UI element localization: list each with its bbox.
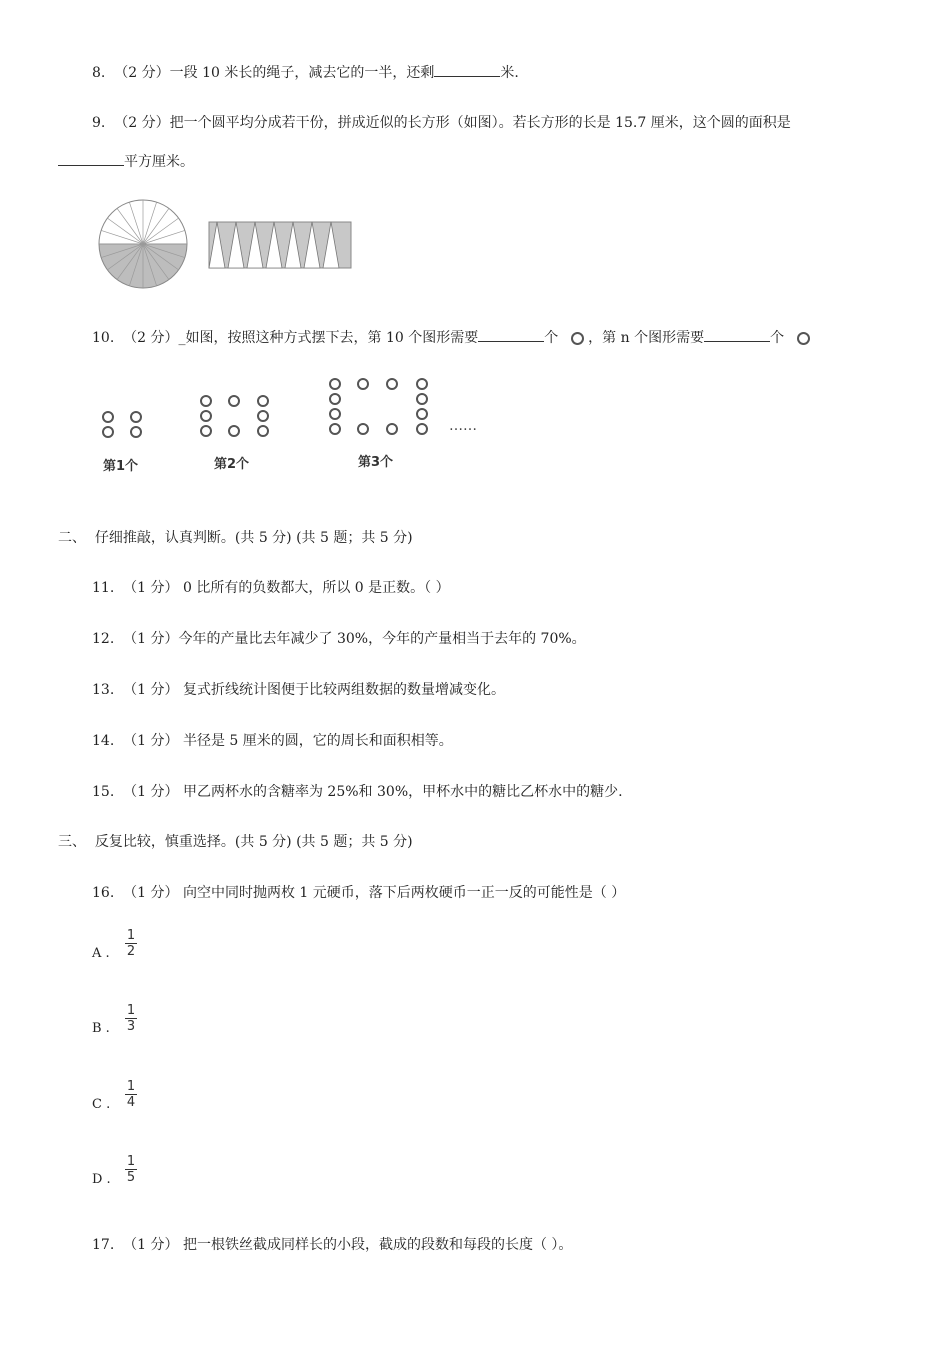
ring-icon <box>571 332 584 345</box>
question-8 <box>92 62 519 83</box>
question-score: （2 分） <box>114 115 170 131</box>
option-c[interactable] <box>92 1095 110 1115</box>
question-text: 把一个圆平均分成若干份，拼成近似的长方形（如图）。若长方形的长是 15.7 厘米，这个圆的面积是 <box>169 115 791 131</box>
answer-blank[interactable] <box>434 62 500 77</box>
section-title: 仔细推敲，认真判断。(共 5 分) (共 5 题；共 5 分) <box>94 530 413 546</box>
question-number: 14. <box>92 733 115 749</box>
numerator: 1 <box>126 1003 136 1018</box>
question-score: （1 分） <box>123 682 179 698</box>
question-number: 12. <box>92 631 115 647</box>
section-number: 三、 <box>58 834 86 850</box>
fraction-c <box>124 1080 138 1109</box>
section-2-heading <box>58 528 413 548</box>
question-number: 16. <box>92 885 115 901</box>
answer-blank-1[interactable] <box>478 327 544 342</box>
question-number: 15. <box>92 784 115 800</box>
question-number: 17. <box>92 1237 115 1253</box>
question-score: （1 分） <box>123 733 179 749</box>
numerator: 1 <box>126 1154 136 1169</box>
divided-circle <box>99 200 187 288</box>
numerator: 1 <box>126 1079 136 1094</box>
caption-2: 第2个 <box>214 457 250 472</box>
denominator: 4 <box>126 1095 136 1110</box>
option-label: B . <box>92 1021 110 1036</box>
pattern-2 <box>201 396 268 436</box>
question-score: （1 分） <box>123 1237 179 1253</box>
approximate-rectangle <box>209 222 351 268</box>
question-number: 13. <box>92 682 115 698</box>
pattern-1 <box>103 412 141 437</box>
question-score: （1 分） <box>123 631 179 647</box>
question-text: _如图，按照这种方式摆下去，第 10 个图形需要 <box>178 330 479 346</box>
question-9-continued <box>58 151 194 172</box>
ring-icon <box>797 332 810 345</box>
unit-text: 个 <box>544 330 559 346</box>
caption-1: 第1个 <box>103 459 139 474</box>
question-17 <box>92 1235 572 1255</box>
question-16 <box>92 883 625 903</box>
question-text-end: 平方厘米。 <box>124 154 194 170</box>
question-text: 复式折线统计图便于比较两组数据的数量增减变化。 <box>182 682 505 698</box>
denominator: 2 <box>126 944 136 959</box>
fraction-b <box>124 1004 138 1033</box>
question-score: （1 分） <box>123 580 179 596</box>
option-b[interactable] <box>92 1019 110 1039</box>
denominator: 5 <box>126 1170 136 1185</box>
question-text: 0 比所有的负数都大，所以 0 是正数。（ ） <box>182 580 450 596</box>
question-11 <box>92 578 450 598</box>
numerator: 1 <box>126 928 136 943</box>
question-text-2: ，第 n 个图形需要 <box>588 330 705 346</box>
circle-to-rectangle-figure <box>95 198 365 290</box>
question-score: （2 分） <box>114 65 170 81</box>
option-a[interactable] <box>92 944 110 964</box>
question-number: 9. <box>92 115 106 131</box>
question-number: 10. <box>92 330 115 346</box>
section-3-heading <box>58 832 413 852</box>
section-title: 反复比较，慎重选择。(共 5 分) (共 5 题；共 5 分) <box>94 834 413 850</box>
question-text: 一段 10 米长的绳子，减去它的一半，还剩 <box>169 65 435 81</box>
question-number: 8. <box>92 65 106 81</box>
question-text: 半径是 5 厘米的圆，它的周长和面积相等。 <box>182 733 453 749</box>
answer-blank[interactable] <box>58 151 124 166</box>
question-10 <box>92 327 814 348</box>
caption-3: 第3个 <box>358 455 394 470</box>
question-score: （1 分） <box>123 885 179 901</box>
option-label: A . <box>92 946 110 961</box>
fraction-a <box>124 929 138 958</box>
ring-pattern-figure <box>95 370 505 440</box>
question-text: 今年的产量比去年减少了 30%，今年的产量相当于去年的 70%。 <box>178 631 586 647</box>
option-label: D . <box>92 1172 111 1187</box>
question-text: 把一根铁丝截成同样长的小段，截成的段数和每段的长度（ ）。 <box>182 1237 573 1253</box>
unit-text: 个 <box>770 330 785 346</box>
question-text: 甲乙两杯水的含糖率为 25%和 30%，甲杯水中的糖比乙杯水中的糖少. <box>182 784 623 800</box>
question-12 <box>92 629 586 649</box>
fraction-d <box>124 1155 138 1184</box>
answer-blank-2[interactable] <box>704 327 770 342</box>
pattern-3 <box>330 379 427 434</box>
question-15 <box>92 782 623 802</box>
question-13 <box>92 680 505 700</box>
section-number: 二、 <box>58 530 86 546</box>
ellipsis: …… <box>449 418 477 434</box>
question-14 <box>92 731 453 751</box>
question-text: 向空中同时抛两枚 1 元硬币，落下后两枚硬币一正一反的可能性是（ ） <box>182 885 626 901</box>
option-label: C . <box>92 1097 111 1112</box>
question-score: （2 分） <box>123 330 179 346</box>
question-number: 11. <box>92 580 115 596</box>
question-text-end: 米. <box>500 65 519 81</box>
question-9 <box>92 113 791 133</box>
question-score: （1 分） <box>123 784 179 800</box>
denominator: 3 <box>126 1019 136 1034</box>
option-d[interactable] <box>92 1170 111 1190</box>
